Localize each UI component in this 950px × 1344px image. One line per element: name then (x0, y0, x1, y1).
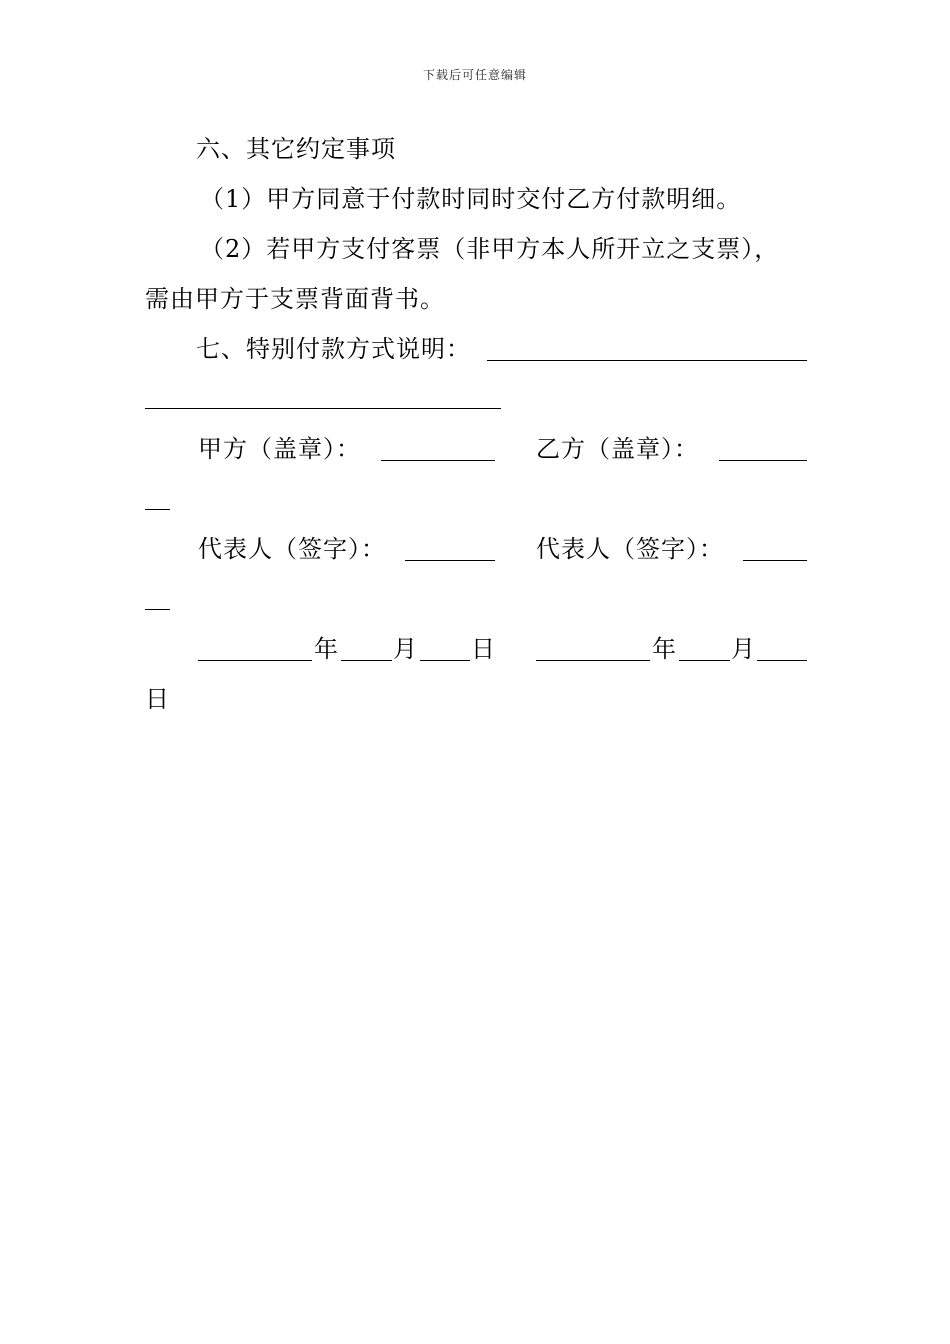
party-a-seal-label: 甲方（盖章）： (198, 435, 361, 463)
section-6-item-2-line-2: 需由甲方于支票背面背书。 (145, 285, 445, 313)
section-6-heading: 六、其它约定事项 (196, 135, 396, 163)
party-b-day-label: 日 (145, 685, 170, 713)
party-a-day-label: 日 (471, 635, 496, 663)
section-6-item-1: （1）甲方同意于付款时同时交付乙方付款明细。 (200, 185, 742, 213)
page-header: 下载后可任意编辑 (422, 68, 527, 82)
party-b-representative-label: 代表人（签字）： (536, 535, 724, 563)
party-b-year-label: 年 (652, 635, 677, 663)
section-7-blank-line-1 (487, 360, 807, 361)
party-b-seal-blank (719, 460, 807, 461)
party-b-representative-blank (743, 560, 807, 561)
party-b-day-blank (757, 660, 807, 661)
party-a-day-blank (420, 660, 470, 661)
party-b-month-blank (679, 660, 730, 661)
section-7-blank-line-2 (145, 408, 501, 409)
section-6-item-2-line-1: （2）若甲方支付客票（非甲方本人所开立之支票）， (200, 235, 780, 263)
party-b-representative-blank-continued (145, 609, 170, 610)
party-a-month-label: 月 (393, 635, 418, 663)
party-b-seal-blank-continued (145, 509, 170, 510)
party-a-month-blank (341, 660, 392, 661)
party-b-seal-label: 乙方（盖章）： (536, 435, 699, 463)
section-7-heading: 七、特别付款方式说明： (196, 335, 471, 363)
party-a-representative-blank (405, 560, 495, 561)
party-b-month-label: 月 (731, 635, 756, 663)
party-b-year-blank (536, 660, 650, 661)
party-a-year-blank (198, 660, 312, 661)
party-a-year-label: 年 (314, 635, 339, 663)
party-a-seal-blank (381, 460, 495, 461)
party-a-representative-label: 代表人（签字）： (198, 535, 386, 563)
